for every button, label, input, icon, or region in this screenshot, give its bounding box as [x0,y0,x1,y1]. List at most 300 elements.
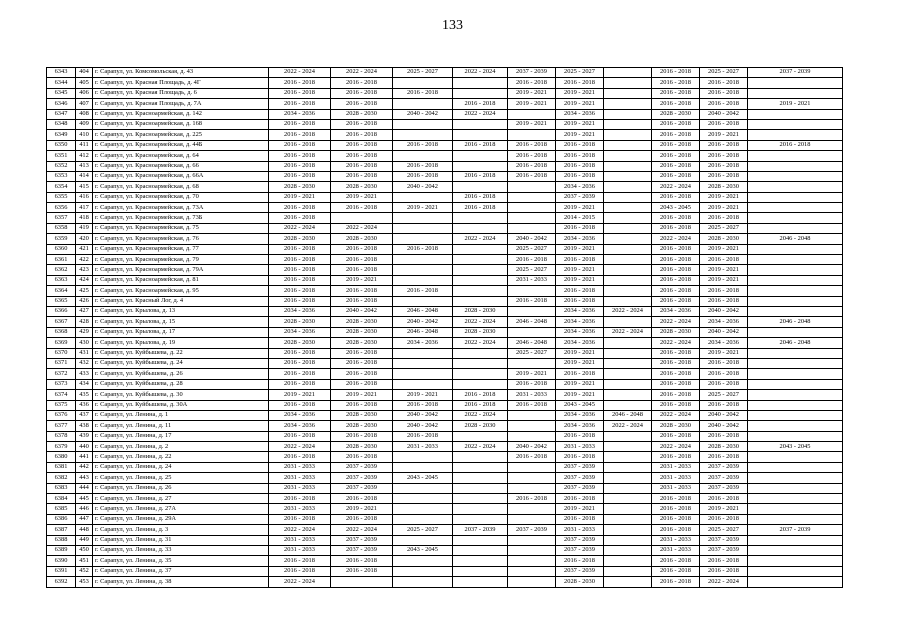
period-cell-6: 2016 - 2018 [556,223,604,233]
period-cell-9: 2037 - 2039 [700,483,748,493]
period-cell-1: 2016 - 2018 [269,171,331,181]
period-cell-6: 2016 - 2018 [556,161,604,171]
period-cell-10 [748,88,843,98]
period-cell-3 [393,78,453,88]
table-row [47,577,843,587]
period-cell-2: 2016 - 2018 [331,171,393,181]
period-cell-8: 2016 - 2018 [652,68,700,78]
period-cell-3 [393,358,453,368]
table-row [47,400,843,410]
period-cell-3: 2031 - 2033 [393,442,453,452]
table-row [47,213,843,223]
period-cell-5 [508,327,556,337]
period-cell-9: 2037 - 2039 [700,473,748,483]
period-cell-9: 2028 - 2030 [700,442,748,452]
period-cell-2: 2016 - 2018 [331,556,393,566]
period-cell-10 [748,494,843,504]
period-cell-8: 2028 - 2030 [652,327,700,337]
period-cell-10 [748,161,843,171]
period-cell-8: 2034 - 2036 [652,306,700,316]
address-cell: г. Сарапул, ул. Крылова, д. 15 [93,317,269,327]
period-cell-2: 2037 - 2039 [331,483,393,493]
item-number-cell: 425 [76,286,93,296]
period-cell-10 [748,577,843,587]
address-cell: г. Сарапул, ул. Ленина, д. 33 [93,545,269,555]
period-cell-5: 2037 - 2039 [508,525,556,535]
period-cell-6: 2016 - 2018 [556,514,604,524]
address-cell: г. Сарапул, ул. Красноармейская, д. 73А [93,203,269,213]
table-row [47,306,843,316]
period-cell-8: 2031 - 2033 [652,473,700,483]
period-cell-3: 2040 - 2042 [393,317,453,327]
period-cell-7 [604,369,652,379]
address-cell: г. Сарапул, ул. Ленина, д. 27 [93,494,269,504]
period-cell-6: 2025 - 2027 [556,68,604,78]
row-number-cell: 6351 [47,151,76,161]
period-cell-8: 2016 - 2018 [652,130,700,140]
row-number-cell: 6366 [47,306,76,316]
row-number-cell: 6361 [47,255,76,265]
address-cell: г. Сарапул, ул. Ленина, д. 22 [93,452,269,462]
item-number-cell: 452 [76,566,93,576]
row-number-cell: 6376 [47,410,76,420]
address-cell: г. Сарапул, ул. Красная Площадь, д. 6 [93,88,269,98]
period-cell-9: 2016 - 2018 [700,452,748,462]
period-cell-7 [604,545,652,555]
period-cell-7 [604,182,652,192]
period-cell-4 [453,151,508,161]
period-cell-7 [604,234,652,244]
period-cell-6: 2016 - 2018 [556,151,604,161]
period-cell-1: 2016 - 2018 [269,556,331,566]
period-cell-9: 2016 - 2018 [700,151,748,161]
table-row [47,296,843,306]
period-cell-10 [748,327,843,337]
row-number-cell: 6382 [47,473,76,483]
period-cell-1: 2028 - 2030 [269,338,331,348]
item-number-cell: 434 [76,379,93,389]
period-cell-6: 2034 - 2036 [556,421,604,431]
period-cell-9: 2016 - 2018 [700,400,748,410]
period-cell-3 [393,296,453,306]
period-cell-8: 2043 - 2045 [652,203,700,213]
period-cell-2: 2016 - 2018 [331,494,393,504]
period-cell-7 [604,203,652,213]
row-number-cell: 6391 [47,566,76,576]
table-row [47,151,843,161]
table-row [47,109,843,119]
period-cell-6: 2037 - 2039 [556,483,604,493]
period-cell-4 [453,213,508,223]
period-cell-7 [604,504,652,514]
row-number-cell: 6347 [47,109,76,119]
period-cell-10 [748,182,843,192]
period-cell-2: 2016 - 2018 [331,99,393,109]
period-cell-5 [508,514,556,524]
period-cell-10: 2037 - 2039 [748,68,843,78]
row-number-cell: 6383 [47,483,76,493]
period-cell-5 [508,223,556,233]
period-cell-3 [393,265,453,275]
period-cell-9: 2016 - 2018 [700,255,748,265]
period-cell-5: 2019 - 2021 [508,99,556,109]
period-cell-8: 2016 - 2018 [652,525,700,535]
period-cell-2: 2016 - 2018 [331,151,393,161]
period-cell-9: 2016 - 2018 [700,99,748,109]
item-number-cell: 420 [76,234,93,244]
period-cell-4 [453,504,508,514]
period-cell-2: 2016 - 2018 [331,358,393,368]
row-number-cell: 6387 [47,525,76,535]
period-cell-8: 2016 - 2018 [652,494,700,504]
period-cell-9: 2016 - 2018 [700,140,748,150]
row-number-cell: 6352 [47,161,76,171]
period-cell-2: 2037 - 2039 [331,462,393,472]
period-cell-9: 2040 - 2042 [700,410,748,420]
period-cell-8: 2016 - 2018 [652,379,700,389]
item-number-cell: 406 [76,88,93,98]
item-number-cell: 441 [76,452,93,462]
row-number-cell: 6368 [47,327,76,337]
address-cell: г. Сарапул, ул. Красноармейская, д. 79А [93,265,269,275]
row-number-cell: 6344 [47,78,76,88]
period-cell-3 [393,556,453,566]
period-cell-9: 2019 - 2021 [700,275,748,285]
period-cell-10: 2019 - 2021 [748,99,843,109]
period-cell-6: 2016 - 2018 [556,140,604,150]
period-cell-3 [393,369,453,379]
period-cell-2: 2016 - 2018 [331,203,393,213]
row-number-cell: 6346 [47,99,76,109]
period-cell-1: 2016 - 2018 [269,130,331,140]
period-cell-2: 2028 - 2030 [331,442,393,452]
period-cell-1: 2028 - 2030 [269,317,331,327]
period-cell-6: 2019 - 2021 [556,379,604,389]
period-cell-4: 2022 - 2024 [453,68,508,78]
period-cell-6: 2019 - 2021 [556,358,604,368]
address-cell: г. Сарапул, ул. Ленина, д. 27А [93,504,269,514]
period-cell-3 [393,535,453,545]
period-cell-7 [604,68,652,78]
table-row [47,244,843,254]
period-cell-6: 2016 - 2018 [556,494,604,504]
period-cell-5: 2016 - 2018 [508,140,556,150]
table-row [47,140,843,150]
item-number-cell: 414 [76,171,93,181]
period-cell-1: 2016 - 2018 [269,400,331,410]
period-cell-6: 2016 - 2018 [556,431,604,441]
row-number-cell: 6363 [47,275,76,285]
period-cell-1: 2022 - 2024 [269,577,331,587]
period-cell-1: 2016 - 2018 [269,244,331,254]
period-cell-8: 2016 - 2018 [652,514,700,524]
period-cell-5 [508,535,556,545]
table-row [47,286,843,296]
row-number-cell: 6370 [47,348,76,358]
address-cell: г. Сарапул, ул. Ленина, д. 31 [93,535,269,545]
period-cell-6: 2034 - 2036 [556,234,604,244]
period-cell-6: 2034 - 2036 [556,327,604,337]
period-cell-2 [331,577,393,587]
period-cell-10 [748,348,843,358]
period-cell-6: 2037 - 2039 [556,535,604,545]
table-row [47,171,843,181]
item-number-cell: 445 [76,494,93,504]
address-cell: г. Сарапул, ул. Комсомольская, д. 43 [93,68,269,78]
row-number-cell: 6369 [47,338,76,348]
table-row [47,223,843,233]
period-cell-7 [604,452,652,462]
period-cell-4: 2022 - 2024 [453,442,508,452]
period-cell-8: 2016 - 2018 [652,265,700,275]
period-cell-5: 2040 - 2042 [508,234,556,244]
period-cell-7 [604,400,652,410]
table-row [47,348,843,358]
period-cell-6: 2016 - 2018 [556,171,604,181]
period-cell-4: 2022 - 2024 [453,317,508,327]
row-number-cell: 6385 [47,504,76,514]
item-number-cell: 410 [76,130,93,140]
period-cell-9: 2040 - 2042 [700,306,748,316]
row-number-cell: 6348 [47,119,76,129]
period-cell-7: 2022 - 2024 [604,327,652,337]
period-cell-6: 2016 - 2018 [556,452,604,462]
period-cell-10: 2043 - 2045 [748,442,843,452]
period-cell-5 [508,566,556,576]
address-cell: г. Сарапул, ул. Красноармейская, д. 68 [93,182,269,192]
address-cell: г. Сарапул, ул. Ленина, д. 29А [93,514,269,524]
period-cell-6: 2043 - 2045 [556,400,604,410]
table-row [47,130,843,140]
period-cell-9: 2016 - 2018 [700,369,748,379]
table-row [47,265,843,275]
row-number-cell: 6367 [47,317,76,327]
period-cell-5 [508,545,556,555]
period-cell-7 [604,462,652,472]
period-cell-7 [604,566,652,576]
period-cell-1: 2016 - 2018 [269,140,331,150]
period-cell-3: 2016 - 2018 [393,161,453,171]
period-cell-10 [748,535,843,545]
table-row [47,390,843,400]
period-cell-10: 2046 - 2048 [748,234,843,244]
period-cell-7 [604,88,652,98]
period-cell-4: 2016 - 2018 [453,203,508,213]
period-cell-8: 2031 - 2033 [652,462,700,472]
period-cell-5 [508,306,556,316]
period-cell-3 [393,119,453,129]
period-cell-10 [748,255,843,265]
item-number-cell: 437 [76,410,93,420]
item-number-cell: 443 [76,473,93,483]
period-cell-10: 2037 - 2039 [748,525,843,535]
period-cell-7 [604,556,652,566]
period-cell-10 [748,296,843,306]
period-cell-8: 2022 - 2024 [652,234,700,244]
item-number-cell: 412 [76,151,93,161]
period-cell-4 [453,369,508,379]
period-cell-3: 2016 - 2018 [393,400,453,410]
period-cell-9: 2019 - 2021 [700,203,748,213]
period-cell-5: 2016 - 2018 [508,379,556,389]
period-cell-2 [331,213,393,223]
period-cell-1: 2034 - 2036 [269,109,331,119]
period-cell-1: 2016 - 2018 [269,379,331,389]
period-cell-2: 2019 - 2021 [331,504,393,514]
period-cell-8: 2016 - 2018 [652,171,700,181]
period-cell-5: 2031 - 2033 [508,390,556,400]
period-cell-1: 2016 - 2018 [269,286,331,296]
address-cell: г. Сарапул, ул. Крылова, д. 17 [93,327,269,337]
period-cell-1: 2016 - 2018 [269,348,331,358]
period-cell-3: 2040 - 2042 [393,410,453,420]
period-cell-2: 2037 - 2039 [331,545,393,555]
period-cell-4 [453,161,508,171]
period-cell-1: 2016 - 2018 [269,88,331,98]
item-number-cell: 433 [76,369,93,379]
period-cell-7 [604,99,652,109]
page-number: 133 [442,18,463,33]
period-cell-3 [393,223,453,233]
period-cell-4: 2016 - 2018 [453,99,508,109]
period-cell-6: 2037 - 2039 [556,462,604,472]
period-cell-1: 2022 - 2024 [269,223,331,233]
period-cell-10 [748,130,843,140]
period-cell-6: 2034 - 2036 [556,317,604,327]
period-cell-7 [604,338,652,348]
period-cell-4: 2016 - 2018 [453,171,508,181]
item-number-cell: 409 [76,119,93,129]
period-cell-4 [453,255,508,265]
item-number-cell: 432 [76,358,93,368]
address-cell: г. Сарапул, ул. Ленина, д. 2 [93,442,269,452]
period-cell-4 [453,577,508,587]
period-cell-6: 2016 - 2018 [556,296,604,306]
row-number-cell: 6359 [47,234,76,244]
address-cell: г. Сарапул, ул. Куйбышева, д. 22 [93,348,269,358]
period-cell-3: 2016 - 2018 [393,244,453,254]
row-number-cell: 6386 [47,514,76,524]
period-cell-10 [748,244,843,254]
period-cell-5: 2016 - 2018 [508,151,556,161]
period-cell-6: 2016 - 2018 [556,255,604,265]
period-cell-9: 2016 - 2018 [700,119,748,129]
period-cell-10 [748,400,843,410]
period-cell-1: 2016 - 2018 [269,161,331,171]
period-cell-10 [748,203,843,213]
period-cell-1: 2022 - 2024 [269,525,331,535]
period-cell-10 [748,192,843,202]
table-row [47,410,843,420]
period-cell-9: 2022 - 2024 [700,577,748,587]
period-cell-6: 2034 - 2036 [556,410,604,420]
period-cell-1: 2034 - 2036 [269,327,331,337]
address-cell: г. Сарапул, ул. Красноармейская, д. 79 [93,255,269,265]
period-cell-5: 2016 - 2018 [508,161,556,171]
address-cell: г. Сарапул, ул. Красноармейская, д. 142 [93,109,269,119]
period-cell-2: 2022 - 2024 [331,223,393,233]
period-cell-2: 2028 - 2030 [331,327,393,337]
period-cell-6: 2016 - 2018 [556,556,604,566]
row-number-cell: 6390 [47,556,76,566]
period-cell-10 [748,390,843,400]
period-cell-1: 2016 - 2018 [269,255,331,265]
period-cell-7: 2046 - 2048 [604,410,652,420]
period-cell-7 [604,483,652,493]
period-cell-9: 2019 - 2021 [700,192,748,202]
period-cell-4 [453,379,508,389]
period-cell-1: 2031 - 2033 [269,473,331,483]
table-row [47,161,843,171]
period-cell-9: 2034 - 2036 [700,317,748,327]
row-number-cell: 6350 [47,140,76,150]
period-cell-7 [604,255,652,265]
period-cell-5: 2031 - 2033 [508,275,556,285]
row-number-cell: 6355 [47,192,76,202]
period-cell-5 [508,286,556,296]
period-cell-9: 2016 - 2018 [700,556,748,566]
period-cell-7 [604,473,652,483]
period-cell-3 [393,275,453,285]
register-table [46,67,843,588]
address-cell: г. Сарапул, ул. Красноармейская, д. 66 [93,161,269,171]
period-cell-2: 2019 - 2021 [331,390,393,400]
period-cell-6: 2019 - 2021 [556,275,604,285]
period-cell-8: 2016 - 2018 [652,244,700,254]
period-cell-2: 2037 - 2039 [331,473,393,483]
period-cell-9: 2016 - 2018 [700,213,748,223]
period-cell-6: 2034 - 2036 [556,338,604,348]
row-number-cell: 6380 [47,452,76,462]
item-number-cell: 444 [76,483,93,493]
address-cell: г. Сарапул, ул. Красноармейская, д. 73Б [93,213,269,223]
address-cell: г. Сарапул, ул. Ленина, д. 3 [93,525,269,535]
period-cell-4 [453,556,508,566]
period-cell-5 [508,556,556,566]
table-row [47,78,843,88]
table-row [47,431,843,441]
period-cell-8: 2016 - 2018 [652,504,700,514]
address-cell: г. Сарапул, ул. Красный Лог, д. 4 [93,296,269,306]
period-cell-8: 2016 - 2018 [652,99,700,109]
table-row [47,234,843,244]
item-number-cell: 413 [76,161,93,171]
period-cell-9: 2016 - 2018 [700,358,748,368]
period-cell-1: 2016 - 2018 [269,494,331,504]
address-cell: г. Сарапул, ул. Ленина, д. 24 [93,462,269,472]
item-number-cell: 440 [76,442,93,452]
row-number-cell: 6392 [47,577,76,587]
period-cell-7: 2022 - 2024 [604,306,652,316]
period-cell-4 [453,223,508,233]
period-cell-10 [748,358,843,368]
row-number-cell: 6373 [47,379,76,389]
row-number-cell: 6354 [47,182,76,192]
row-number-cell: 6378 [47,431,76,441]
period-cell-7 [604,296,652,306]
period-cell-10 [748,462,843,472]
period-cell-3 [393,99,453,109]
row-number-cell: 6371 [47,358,76,368]
period-cell-7 [604,265,652,275]
row-number-cell: 6375 [47,400,76,410]
period-cell-2: 2016 - 2018 [331,255,393,265]
period-cell-8: 2016 - 2018 [652,161,700,171]
period-cell-4: 2028 - 2030 [453,306,508,316]
item-number-cell: 451 [76,556,93,566]
table-row [47,556,843,566]
period-cell-7 [604,223,652,233]
